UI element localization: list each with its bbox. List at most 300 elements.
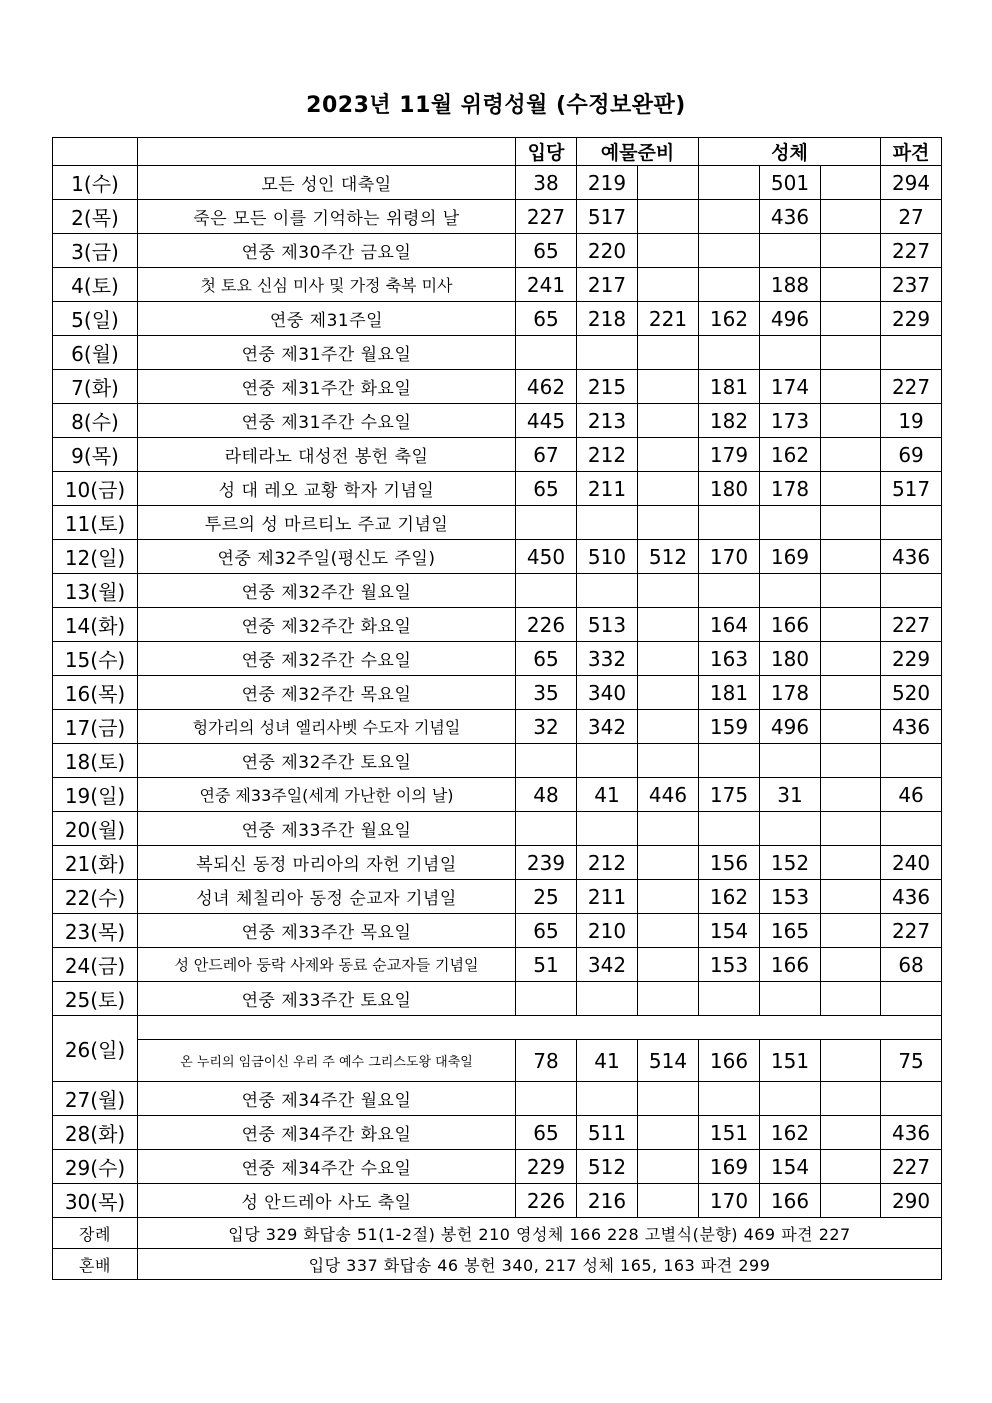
- hymn-number-cell: [638, 166, 699, 200]
- hymn-number-cell: 221: [638, 302, 699, 336]
- table-row: [53, 268, 942, 302]
- hymn-number-cell: [821, 1184, 881, 1218]
- hymn-number-cell: 517: [881, 472, 942, 506]
- hymn-number-cell: [516, 574, 577, 608]
- table-row: [53, 1016, 942, 1040]
- hymn-number-cell: [821, 608, 881, 642]
- hymn-number-cell: 41: [577, 778, 638, 812]
- hymn-number-cell: [516, 506, 577, 540]
- hymn-number-cell: 179: [699, 438, 760, 472]
- day-cell: 13(월): [53, 574, 138, 608]
- hymn-number-cell: [638, 880, 699, 914]
- hymn-number-cell: [821, 200, 881, 234]
- celebration-cell: 모든 성인 대축일: [138, 166, 516, 200]
- hymn-number-cell: 19: [881, 404, 942, 438]
- day-cell: 3(금): [53, 234, 138, 268]
- table-row: [53, 812, 942, 846]
- hymn-number-cell: 342: [577, 710, 638, 744]
- table-row: [53, 1150, 942, 1184]
- day-cell: 11(토): [53, 506, 138, 540]
- hymn-number-cell: [821, 846, 881, 880]
- day-cell: 24(금): [53, 948, 138, 982]
- celebration-cell: 성 대 레오 교황 학자 기념일: [138, 472, 516, 506]
- table-row: [53, 710, 942, 744]
- hymn-number-cell: 165: [760, 914, 821, 948]
- hymn-number-cell: 75: [881, 1040, 942, 1082]
- table-row: [53, 234, 942, 268]
- table-row: [53, 608, 942, 642]
- hymn-number-cell: 32: [516, 710, 577, 744]
- celebration-cell: 연중 제32주일(평신도 주일): [138, 540, 516, 574]
- celebration-cell: 연중 제31주간 월요일: [138, 336, 516, 370]
- hymn-number-cell: [638, 710, 699, 744]
- table-row: [53, 506, 942, 540]
- hymn-number-cell: 163: [699, 642, 760, 676]
- hymn-number-cell: 450: [516, 540, 577, 574]
- hymn-number-cell: 31: [760, 778, 821, 812]
- hymn-number-cell: [881, 574, 942, 608]
- celebration-cell: 복되신 동정 마리아의 자헌 기념일: [138, 846, 516, 880]
- day-cell: 17(금): [53, 710, 138, 744]
- hymn-number-cell: [821, 880, 881, 914]
- hymn-number-cell: [516, 812, 577, 846]
- hymn-number-cell: [821, 438, 881, 472]
- hymn-number-cell: [638, 846, 699, 880]
- hymn-number-cell: [760, 812, 821, 846]
- hymn-number-cell: 65: [516, 472, 577, 506]
- hymn-number-cell: 520: [881, 676, 942, 710]
- hymn-number-cell: 227: [881, 1150, 942, 1184]
- table-row: [53, 438, 942, 472]
- celebration-cell: 연중 제34주간 수요일: [138, 1150, 516, 1184]
- hymn-number-cell: 227: [516, 200, 577, 234]
- hymn-number-cell: 210: [577, 914, 638, 948]
- day-cell: 25(토): [53, 982, 138, 1016]
- hymn-number-cell: 212: [577, 846, 638, 880]
- hymn-number-cell: [577, 574, 638, 608]
- hymn-number-cell: [638, 744, 699, 778]
- hymn-number-cell: 445: [516, 404, 577, 438]
- hymn-number-cell: 166: [760, 1184, 821, 1218]
- hymn-number-cell: [699, 1082, 760, 1116]
- funeral-hymns: 입당 329 화답송 51(1-2절) 봉헌 210 영성체 166 228 고별식(분향) 469 파견 227: [138, 1218, 942, 1249]
- hymn-number-cell: 229: [516, 1150, 577, 1184]
- hymn-number-cell: [516, 982, 577, 1016]
- hymn-number-cell: [821, 370, 881, 404]
- day-cell: 22(수): [53, 880, 138, 914]
- hymn-number-cell: [760, 506, 821, 540]
- hymn-number-cell: [821, 1116, 881, 1150]
- hymn-number-cell: 38: [516, 166, 577, 200]
- hymn-number-cell: [881, 506, 942, 540]
- hymn-number-cell: [638, 574, 699, 608]
- day-cell: 23(목): [53, 914, 138, 948]
- table-row: [53, 744, 942, 778]
- day-cell: 9(목): [53, 438, 138, 472]
- hymn-number-cell: [577, 1082, 638, 1116]
- hymn-number-cell: 229: [881, 642, 942, 676]
- hymn-number-cell: [821, 234, 881, 268]
- hymn-number-cell: 240: [881, 846, 942, 880]
- hymn-number-cell: [638, 1184, 699, 1218]
- hymn-number-cell: [821, 336, 881, 370]
- day-cell: 27(월): [53, 1082, 138, 1116]
- celebration-cell: 라테라노 대성전 봉헌 축일: [138, 438, 516, 472]
- header-ipdang: 입당: [516, 138, 577, 166]
- hymn-number-cell: 514: [638, 1040, 699, 1082]
- table-row: [53, 370, 942, 404]
- hymn-number-cell: 162: [699, 302, 760, 336]
- table-row: [53, 166, 942, 200]
- celebration-cell: 연중 제32주간 수요일: [138, 642, 516, 676]
- hymn-number-cell: 211: [577, 472, 638, 506]
- hymn-number-cell: [699, 268, 760, 302]
- header-day: [53, 138, 138, 166]
- hymn-number-cell: 237: [881, 268, 942, 302]
- hymn-number-cell: [821, 642, 881, 676]
- hymn-number-cell: 69: [881, 438, 942, 472]
- celebration-cell: 온 누리의 임금이신 우리 주 예수 그리스도왕 대축일: [138, 1040, 516, 1082]
- table-row: [53, 472, 942, 506]
- hymn-number-cell: [638, 982, 699, 1016]
- hymn-number-cell: 27: [881, 200, 942, 234]
- hymn-number-cell: [638, 370, 699, 404]
- hymn-number-cell: [821, 302, 881, 336]
- hymn-number-cell: [881, 812, 942, 846]
- hymn-number-cell: [699, 744, 760, 778]
- hymn-number-cell: 213: [577, 404, 638, 438]
- table-body: [53, 138, 942, 1280]
- hymn-number-cell: 156: [699, 846, 760, 880]
- wedding-row: [53, 1249, 942, 1280]
- day-cell: 28(화): [53, 1116, 138, 1150]
- day-cell: 15(수): [53, 642, 138, 676]
- hymn-number-cell: 166: [760, 608, 821, 642]
- celebration-cell: 투르의 성 마르티노 주교 기념일: [138, 506, 516, 540]
- hymn-number-cell: 162: [699, 880, 760, 914]
- page-title: 2023년 11월 위령성월 (수정보완판): [306, 93, 686, 118]
- hymn-number-cell: [760, 982, 821, 1016]
- hymn-number-cell: 159: [699, 710, 760, 744]
- table-row: [53, 574, 942, 608]
- hymn-number-cell: 436: [881, 880, 942, 914]
- hymn-number-cell: [577, 812, 638, 846]
- hymn-number-cell: [638, 472, 699, 506]
- hymn-number-cell: [638, 268, 699, 302]
- hymn-number-cell: 226: [516, 608, 577, 642]
- hymn-number-cell: 510: [577, 540, 638, 574]
- hymn-number-cell: 170: [699, 540, 760, 574]
- hymn-number-cell: [821, 948, 881, 982]
- hymn-number-cell: [821, 268, 881, 302]
- header-pagyeon: 파견: [881, 138, 942, 166]
- hymn-number-cell: 48: [516, 778, 577, 812]
- hymn-number-cell: [638, 1116, 699, 1150]
- hymn-number-cell: 169: [699, 1150, 760, 1184]
- hymn-number-cell: 153: [760, 880, 821, 914]
- celebration-cell: 연중 제32주간 화요일: [138, 608, 516, 642]
- hymn-number-cell: 178: [760, 676, 821, 710]
- hymn-number-cell: 517: [577, 200, 638, 234]
- hymn-number-cell: [638, 336, 699, 370]
- hymn-number-cell: [821, 404, 881, 438]
- hymn-number-cell: 436: [881, 540, 942, 574]
- hymn-number-cell: 501: [760, 166, 821, 200]
- hymn-number-cell: 496: [760, 302, 821, 336]
- hymn-number-cell: 181: [699, 370, 760, 404]
- header-row: [53, 138, 942, 166]
- hymn-number-cell: 154: [760, 1150, 821, 1184]
- hymn-number-cell: 342: [577, 948, 638, 982]
- hymn-number-cell: [577, 744, 638, 778]
- hymn-number-cell: 226: [516, 1184, 577, 1218]
- hymn-number-cell: [821, 710, 881, 744]
- table-row: [53, 404, 942, 438]
- header-celebration: [138, 138, 516, 166]
- hymn-number-cell: 51: [516, 948, 577, 982]
- hymn-number-cell: 227: [881, 234, 942, 268]
- table-row: [53, 1116, 942, 1150]
- celebration-cell: 연중 제34주간 월요일: [138, 1082, 516, 1116]
- hymn-number-cell: [881, 744, 942, 778]
- hymn-number-cell: 218: [577, 302, 638, 336]
- day-cell: 30(목): [53, 1184, 138, 1218]
- table-row: [53, 676, 942, 710]
- celebration-cell: 성녀 체칠리아 동정 순교자 기념일: [138, 880, 516, 914]
- hymn-number-cell: [821, 982, 881, 1016]
- table-row: [53, 880, 942, 914]
- day-cell: 10(금): [53, 472, 138, 506]
- hymn-number-cell: 340: [577, 676, 638, 710]
- hymn-number-cell: 169: [760, 540, 821, 574]
- hymn-number-cell: [821, 676, 881, 710]
- celebration-cell: 연중 제30주간 금요일: [138, 234, 516, 268]
- hymn-number-cell: [699, 166, 760, 200]
- hymn-number-cell: [881, 336, 942, 370]
- table-row: [53, 1082, 942, 1116]
- celebration-cell: 헝가리의 성녀 엘리사벳 수도자 기념일: [138, 710, 516, 744]
- hymn-number-cell: [760, 1082, 821, 1116]
- celebration-cell: 연중 제32주간 월요일: [138, 574, 516, 608]
- day-cell: 12(일): [53, 540, 138, 574]
- day-cell: 21(화): [53, 846, 138, 880]
- celebration-cell: 연중 제33주일(세계 가난한 이의 날): [138, 778, 516, 812]
- celebration-cell: 죽은 모든 이를 기억하는 위령의 날: [138, 200, 516, 234]
- hymn-number-cell: 154: [699, 914, 760, 948]
- hymn-number-cell: [638, 234, 699, 268]
- hymn-number-cell: 219: [577, 166, 638, 200]
- day-cell: 26(일): [53, 1016, 138, 1082]
- day-cell: 7(화): [53, 370, 138, 404]
- hymn-number-cell: 175: [699, 778, 760, 812]
- hymn-number-cell: 182: [699, 404, 760, 438]
- hymn-number-cell: 512: [577, 1150, 638, 1184]
- table-row: [53, 948, 942, 982]
- day-cell: 5(일): [53, 302, 138, 336]
- hymn-number-cell: [760, 574, 821, 608]
- day-cell: 4(토): [53, 268, 138, 302]
- hymn-number-cell: 162: [760, 438, 821, 472]
- hymn-number-cell: 462: [516, 370, 577, 404]
- hymn-number-cell: 153: [699, 948, 760, 982]
- day-cell: 16(목): [53, 676, 138, 710]
- funeral-row: [53, 1218, 942, 1249]
- hymn-number-cell: [821, 914, 881, 948]
- day-cell: 18(토): [53, 744, 138, 778]
- day-cell: 1(수): [53, 166, 138, 200]
- hymn-number-cell: 332: [577, 642, 638, 676]
- hymn-number-cell: 511: [577, 1116, 638, 1150]
- hymn-number-cell: [638, 812, 699, 846]
- celebration-cell: 연중 제31주일: [138, 302, 516, 336]
- blank-cell: [138, 1016, 942, 1040]
- hymn-number-cell: [821, 1040, 881, 1082]
- hymn-number-cell: [821, 574, 881, 608]
- hymn-number-cell: [821, 744, 881, 778]
- hymn-number-cell: 211: [577, 880, 638, 914]
- hymn-number-cell: 188: [760, 268, 821, 302]
- celebration-cell: 연중 제31주간 화요일: [138, 370, 516, 404]
- hymn-number-cell: 170: [699, 1184, 760, 1218]
- hymn-number-cell: 65: [516, 642, 577, 676]
- hymn-number-cell: 227: [881, 370, 942, 404]
- hymn-number-cell: [577, 982, 638, 1016]
- day-cell: 20(월): [53, 812, 138, 846]
- hymn-number-cell: 46: [881, 778, 942, 812]
- table-row: [53, 982, 942, 1016]
- day-cell: 19(일): [53, 778, 138, 812]
- table-row: [53, 540, 942, 574]
- hymn-number-cell: 290: [881, 1184, 942, 1218]
- hymn-number-cell: [821, 166, 881, 200]
- hymn-number-cell: [516, 744, 577, 778]
- table-row: [53, 642, 942, 676]
- hymn-number-cell: [821, 1150, 881, 1184]
- celebration-cell: 연중 제32주간 토요일: [138, 744, 516, 778]
- hymn-number-cell: 436: [760, 200, 821, 234]
- hymn-number-cell: [821, 472, 881, 506]
- table-row: [53, 914, 942, 948]
- funeral-label: 장례: [53, 1218, 138, 1249]
- hymn-number-cell: 35: [516, 676, 577, 710]
- hymn-number-cell: 65: [516, 914, 577, 948]
- hymn-number-cell: 229: [881, 302, 942, 336]
- hymn-schedule-table: [52, 137, 942, 1280]
- header-seongche: 성체: [699, 138, 881, 166]
- celebration-cell: 연중 제32주간 목요일: [138, 676, 516, 710]
- table-row: [53, 846, 942, 880]
- hymn-number-cell: [638, 1150, 699, 1184]
- hymn-number-cell: [760, 336, 821, 370]
- hymn-number-cell: [638, 1082, 699, 1116]
- hymn-number-cell: 512: [638, 540, 699, 574]
- hymn-number-cell: 173: [760, 404, 821, 438]
- hymn-number-cell: [638, 506, 699, 540]
- table-row: [53, 302, 942, 336]
- celebration-cell: 연중 제33주간 목요일: [138, 914, 516, 948]
- hymn-number-cell: 67: [516, 438, 577, 472]
- celebration-cell: 연중 제33주간 토요일: [138, 982, 516, 1016]
- hymn-number-cell: [638, 608, 699, 642]
- hymn-number-cell: 436: [881, 1116, 942, 1150]
- hymn-number-cell: [699, 506, 760, 540]
- hymn-number-cell: 152: [760, 846, 821, 880]
- hymn-number-cell: [881, 1082, 942, 1116]
- hymn-number-cell: [821, 540, 881, 574]
- celebration-cell: 성 안드레아 둥락 사제와 동료 순교자들 기념일: [138, 948, 516, 982]
- hymn-number-cell: 212: [577, 438, 638, 472]
- hymn-number-cell: 217: [577, 268, 638, 302]
- hymn-number-cell: 294: [881, 166, 942, 200]
- hymn-number-cell: [638, 914, 699, 948]
- table-row: [53, 1040, 942, 1082]
- wedding-hymns: 입당 337 화답송 46 봉헌 340, 217 성체 165, 163 파견 299: [138, 1249, 942, 1280]
- hymn-number-cell: [577, 506, 638, 540]
- hymn-number-cell: 65: [516, 234, 577, 268]
- hymn-number-cell: [638, 642, 699, 676]
- hymn-number-cell: [516, 1082, 577, 1116]
- hymn-number-cell: [821, 778, 881, 812]
- hymn-number-cell: 227: [881, 608, 942, 642]
- hymn-number-cell: 496: [760, 710, 821, 744]
- celebration-cell: 첫 토요 신심 미사 및 가정 축복 미사: [138, 268, 516, 302]
- hymn-number-cell: 241: [516, 268, 577, 302]
- hymn-number-cell: [760, 234, 821, 268]
- hymn-number-cell: [577, 336, 638, 370]
- hymn-number-cell: [760, 744, 821, 778]
- table-row: [53, 200, 942, 234]
- hymn-number-cell: [821, 812, 881, 846]
- table-row: [53, 1184, 942, 1218]
- hymn-number-cell: 436: [881, 710, 942, 744]
- wedding-label: 혼배: [53, 1249, 138, 1280]
- hymn-number-cell: [699, 982, 760, 1016]
- celebration-cell: 연중 제33주간 월요일: [138, 812, 516, 846]
- hymn-number-cell: [821, 1082, 881, 1116]
- hymn-number-cell: 216: [577, 1184, 638, 1218]
- hymn-number-cell: [821, 506, 881, 540]
- day-cell: 14(화): [53, 608, 138, 642]
- hymn-number-cell: [638, 404, 699, 438]
- hymn-number-cell: 78: [516, 1040, 577, 1082]
- hymn-number-cell: 227: [881, 914, 942, 948]
- table-row: [53, 778, 942, 812]
- hymn-number-cell: 181: [699, 676, 760, 710]
- hymn-number-cell: 151: [699, 1116, 760, 1150]
- hymn-number-cell: 174: [760, 370, 821, 404]
- hymn-number-cell: 180: [760, 642, 821, 676]
- hymn-number-cell: 41: [577, 1040, 638, 1082]
- hymn-number-cell: 513: [577, 608, 638, 642]
- hymn-number-cell: 215: [577, 370, 638, 404]
- hymn-number-cell: [638, 948, 699, 982]
- hymn-number-cell: [638, 676, 699, 710]
- header-yemul: 예물준비: [577, 138, 699, 166]
- day-cell: 8(수): [53, 404, 138, 438]
- celebration-cell: 연중 제31주간 수요일: [138, 404, 516, 438]
- table-row: [53, 336, 942, 370]
- hymn-number-cell: 220: [577, 234, 638, 268]
- hymn-number-cell: [881, 982, 942, 1016]
- hymn-number-cell: 166: [760, 948, 821, 982]
- hymn-number-cell: [638, 438, 699, 472]
- hymn-number-cell: 68: [881, 948, 942, 982]
- hymn-number-cell: [516, 336, 577, 370]
- day-cell: 29(수): [53, 1150, 138, 1184]
- hymn-number-cell: 65: [516, 302, 577, 336]
- celebration-cell: 연중 제34주간 화요일: [138, 1116, 516, 1150]
- hymn-number-cell: 164: [699, 608, 760, 642]
